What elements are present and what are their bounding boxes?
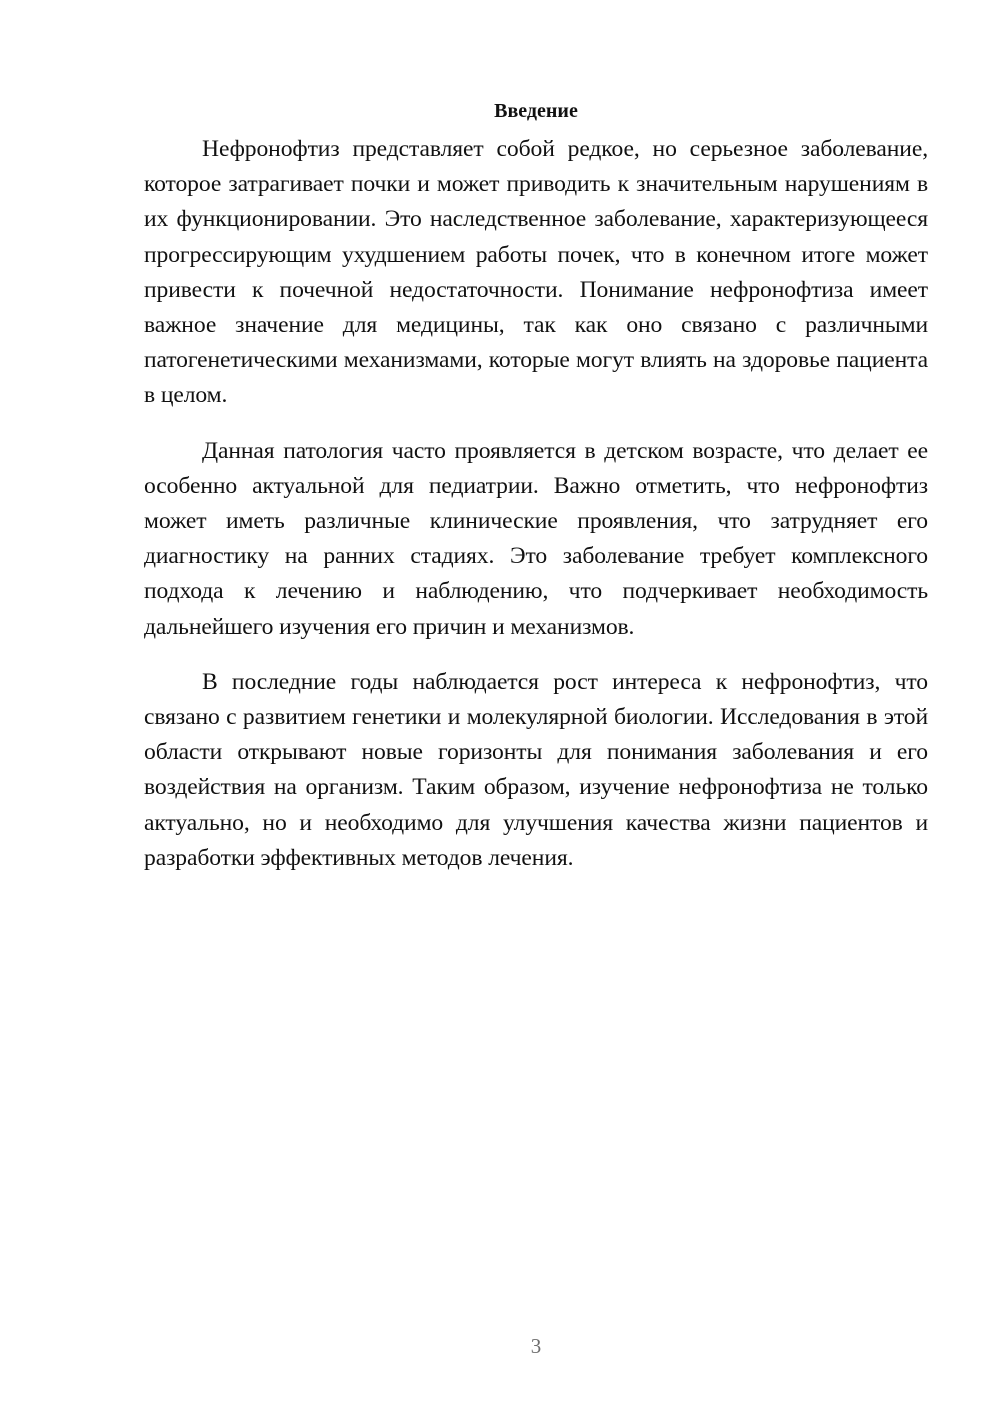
paragraph-3: В последние годы наблюдается рост интереса к нефронофтиз, что связано с развитием генетики и молекулярной биологии. Исследования в этой области открывают новые горизонты для понимания заболевания и его воздействия на организм. Таким образом, изучение нефронофтиза не только актуально, но и необходимо для улучшения качества жизни пациентов и разработки эффективных методов лечения. [144, 668, 928, 871]
section-heading: Введение [494, 100, 578, 122]
page-number: 3 [530, 1334, 542, 1358]
paragraph-2: Данная патология часто проявляется в детском возрасте, что делает ее особенно актуальной для педиатрии. Важно отметить, что нефронофтиз может иметь различные клинические проявления, что затрудняет его диагностику на ранних стадиях. Это заболевание требует комплексного подхода к лечению и наблюдению, что подчеркивает необходимость дальнейшего изучения его причин и механизмов. [144, 437, 928, 640]
page-content [144, 96, 928, 896]
paragraph-1: Нефронофтиз представляет собой редкое, но серьезное заболевание, которое затрагивает почки и может приводить к значительным нарушениям в их функционировании. Это наследственное заболевание, характеризующееся прогрессирующим ухудшением работы почек, что в конечном итоге может привести к почечной недостаточности. Понимание нефронофтиза имеет важное значение для медицины, так как оно связано с различными патогенетическими механизмами, которые могут влиять на здоровье пациента в целом. [144, 136, 928, 409]
